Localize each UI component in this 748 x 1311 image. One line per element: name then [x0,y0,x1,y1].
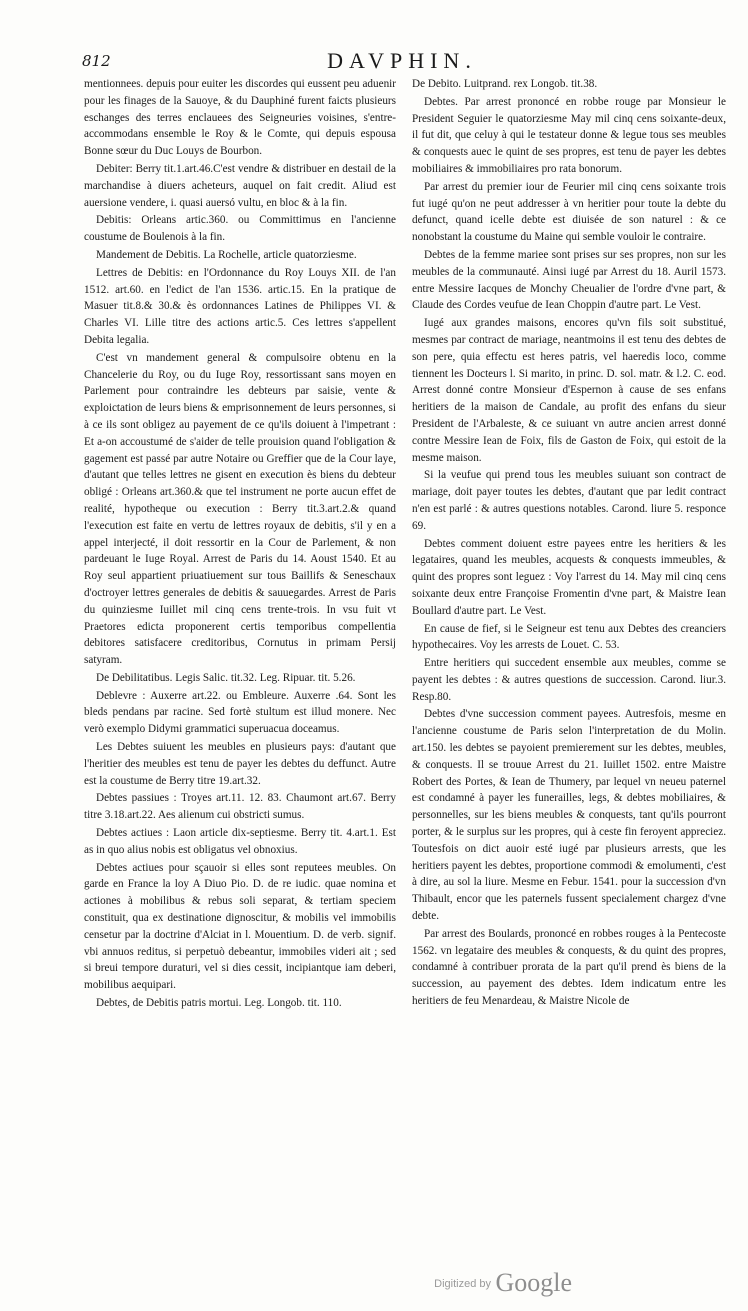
left-column [84,76,396,1013]
paragraph: Debitis: Orleans artic.360. ou Committimus en l'ancienne coustume de Boulenois à la fin. [84,214,396,244]
right-column [412,76,726,1011]
paragraph: Debtes d'vne succession comment payees. Autresfois, mesme en l'ancienne coustume de Paris selon l'interpretation de du Molin. art.150. les debtes se payoient premierement sur les debtes, meubles, & conquests. Il se trouue Arrest du 21. Iuillet 1502. entre Maistre Robert des Portes, & Iean de Thumery, par lequel vn neueu paternel est condamné à payer les funerailles, legs, & debtes mobiliaires, & personnelles, sur les biens meubles & conquests, tant qu'ils pourront porter, & le surplus sur les propres, qui à ceste fin feroyent appreciez. Toutesfois on dict auoir esté iugé par plusieurs arrests, que les heritiers payent les debtes, proportione commodi & emolumenti, c'est à dire, au sol la liure. Mesme en Febur. 1541. pour la succession d'vn Thibault, encor que les paternels fussent specialement chargez d'vne debte. [412,708,726,923]
paragraph: Debiter: Berry tit.1.art.46.C'est vendre & distribuer en destail de la marchandise à diuers acheteurs, auquel on fait credit. Aliud est auersione vendere, i. quasi auersó vultu, en bloc & à la fin. [84,162,396,209]
paragraph: C'est vn mandement general & compulsoire obtenu en la Chancelerie du Roy, ou du Iuge Roy, ressortissant sans moyen en Parlement pour contraindre les debteurs par saisie, vente & exploictation de leurs biens & emprisonnement de leurs personnes, si à ce ils sont obligez au payement de ce qu'ils doiuent à l'impetrant : Et a-on accoustumé de s'aider de telle prouision quand l'obligation & gagement est passé par autre Notaire ou Greffier que de la Cour laye, d'autant que telles lettres ne gisent en execution ès biens du debteur obligé : Orleans art.360.& que tel instrument ne porte aucun effet de realité, hypotheque ou execution : Berry tit.3.art.2.& quand l'execution est faite en vertu de lettres royaux de debitis, s'il y en a appel interjecté, il doit ressortir en la Cour de Parlement, & non pardeuant le Iuge Royal. Arrest de Paris du 14. Aoust 1540. Et au Roy seul appartient priuatiuement sur tous Baillifs & Seneschaux d'octroyer lettres generales de debitis & sauuegardes. Arrest de Paris du quinziesme Iuillet mil cinq cens trente-trois. In vsu fuit vt Praetores edicta proponerent certis temporibus compellentia debitores satisfacere creditoribus, Cornutus in primam Persij satyram. [84,351,396,667]
paragraph: Mandement de Debitis. La Rochelle, article quatorziesme. [96,248,357,261]
watermark-brand: Google [495,1268,572,1297]
paragraph: Debtes passiues : Troyes art.11. 12. 83. Chaumont art.67. Berry titre 3.18.art.22. Aes alienum cui obstricti sumus. [84,792,396,822]
page-header [82,48,722,78]
digitized-watermark [434,1268,572,1298]
watermark-prefix: Digitized by [434,1278,491,1290]
paragraph: En cause de fief, si le Seigneur est tenu aux Debtes des creanciers hypothecaires. Voy les arrests de Louet. C. 53. [412,622,726,652]
paragraph: Les Debtes suiuent les meubles en plusieurs pays: d'autant que l'heritier des meubles est tenu de payer les debtes du deffunct. Autre est la coustume de Berry titre 19.art.32. [84,741,396,787]
paragraph: Debtes comment doiuent estre payees entre les heritiers & les legataires, quand les meubles, acquests & conquests immeubles, & quint des propres sont leguez : Voy l'arrest du 14. May mil cinq cens soixante deux entre Françoise Fromentin d'vne part, & Maistre Iean Boullard d'autre part. Le Vest. [412,537,726,617]
paragraph: Par arrest du premier iour de Feurier mil cinq cens soixante trois fut iugé qu'on ne peut addresser à vn heritier pour toute la debte du defunct, quand icelle debte est diuisée de son naturel : & ce nonobstant la coustume du Maine qui semble vouloir le contraire. [412,180,726,244]
paragraph: Par arrest des Boulards, prononcé en robbes rouges à la Pentecoste 1562. vn legataire des meubles & conquests, & du quint des propres, condamné à contribuer prorata de la part qu'il prend ès biens de la succession, au payement des debtes. Idem indicatum entre les heritiers de feu Menardeau, & Maistre Nicole de [412,927,726,1008]
paragraph: Debtes actiues : Laon article dix-septiesme. Berry tit. 4.art.1. Est as in quo alius nobis est obligatus vel obnoxius. [84,827,396,856]
paragraph: De Debilitatibus. Legis Salic. tit.32. Leg. Ripuar. tit. 5.26. [96,671,356,684]
paragraph: Debtes actiues pour sçauoir si elles sont reputees meubles. On garde en France la loy A Diuo Pio. D. de re iudic. quae nomina et actiones à mobilibus & rebus soli separat, & tertiam speciem constituit, qua ex destinatione dignoscitur, & mobilis vel immobilis censetur par la doctrine d'Alciat in l. Mouentium. D. de verb. signif. vbi annuos reditus, si perpetuò debeantur, immobiles videri ait ; sed si breui tempore duraturi, vel si dies cessit, incipiantque iam deberi, mobilibus aequipari. [84,861,396,992]
paragraph: Entre heritiers qui succedent ensemble aux meubles, comme se payent les debtes : & autres questions de succession. Carond. liur.3. Resp.80. [412,657,726,703]
paragraph: Deblevre : Auxerre art.22. ou Embleure. Auxerre .64. Sont les bleds pendans par racine. Sed fortè stultum est illud monere. Nec verò exemplo Didymi grammatici superuacua doceamus. [84,689,396,736]
paragraph: De Debito. Luitprand. rex Longob. tit.38. [412,78,598,90]
running-title: DAVPHIN. [327,48,477,73]
paragraph: Lettres de Debitis: en l'Ordonnance du Roy Louys XII. de l'an 1512. art.60. en l'edict de l'an 1536. artic.15. En la pratique de Masuer tit.8.& 30.& ès ordonnances Latines de Philippes VI. & Charles VI. Lille titre des actions artic.5. Ces lettres s'appellent Debita legalia. [84,266,396,346]
paragraph: mentionnees. depuis pour euiter les discordes qui eussent peu aduenir pour les finages de la Sauoye, & du Dauphiné furent faicts plusieurs eschanges des terres enclauees des Seigneuries voisines, s'entre-accommodans ensemble le Roy & le Comte, qui depuis espousa Bonne sœur du Duc Louys de Bourbon. [84,78,396,158]
paragraph: Debtes. Par arrest prononcé en robbe rouge par Monsieur le President Seguier le quatorziesme May mil cinq cens soixante-deux, il fut dit, que celuy à qui le testateur donne & legue tous ses meubles & conquests auec le quint de ses propres, est tenu de payer les debtes mobiliaires & immobiliaires pro rata bonorum. [412,95,726,175]
paragraph: Debtes de la femme mariee sont prises sur ses propres, non sur les meubles de la communauté. Ainsi iugé par Arrest du 18. Auril 1573. entre Messire Iacques de Monchy Cheualier de l'ordre d'vne part, & Claude des Cordes veufue de Iean Choppin d'autre part. Le Vest. [412,248,726,312]
paragraph: Iugé aux grandes maisons, encores qu'vn fils soit substitué, mesmes par contract de mariage, neantmoins il est tenu des debtes de son pere, quia effectu est heres patris, vel haeredis loco, comme tiennent les Docteurs l. Si marito, in princ. D. sol. matr. & l.2. C. eod. Arrest donné contre Monsieur d'Espernon à cause de ses enfans heritiers de la maison de Candale, au profit des enfans du sieur President de l'Arbaleste, & ce suiuant vn autre ancien arrest donné contre Messire Iean de Foix, fils de Gaston de Foix, qui estoit de la mesme maison. [412,317,726,464]
paragraph: Debtes, de Debitis patris mortui. Leg. Longob. tit. 110. [96,997,342,1010]
page-number: 812 [82,52,111,70]
paragraph: Si la veufue qui prend tous les meubles suiuant son contract de mariage, doit payer toutes les debtes, d'autant que par ledit contract n'en est parlé : & autres questions notables. Carond. liure 5. responce 69. [412,469,726,532]
